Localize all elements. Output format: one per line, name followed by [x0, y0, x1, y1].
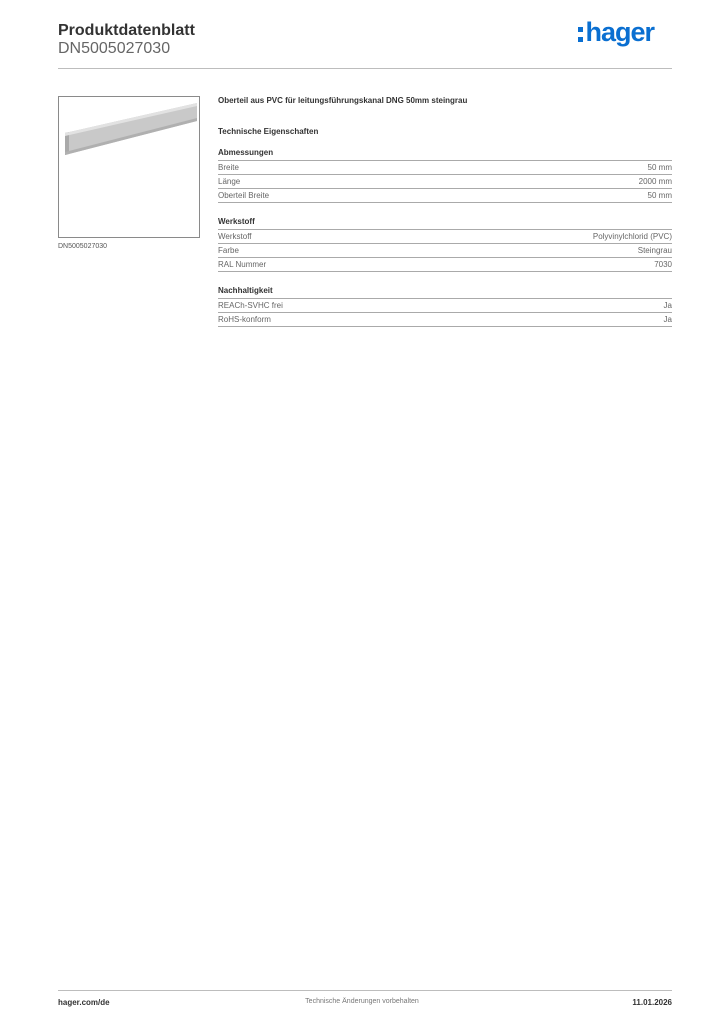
spec-label: Länge [218, 177, 241, 186]
section-heading-nachhaltigkeit: Nachhaltigkeit [218, 286, 672, 299]
product-title: Oberteil aus PVC für leitungsführungskanal DNG 50mm steingrau [218, 96, 468, 105]
spec-value: Ja [663, 315, 672, 324]
tech-heading: Technische Eigenschaften [218, 127, 319, 136]
section-heading-werkstoff: Werkstoff [218, 217, 672, 230]
section-heading-abmessungen: Abmessungen [218, 148, 672, 161]
footer-date: 11.01.2026 [632, 998, 672, 1007]
spec-value: 50 mm [647, 191, 672, 200]
spec-value: 7030 [654, 260, 672, 269]
spec-label: Farbe [218, 246, 239, 255]
spec-row [218, 244, 672, 258]
spec-label: RoHS-konform [218, 315, 271, 324]
spec-row [218, 175, 672, 189]
hager-logo [578, 16, 654, 48]
spec-label: Breite [218, 163, 239, 172]
footer-note: Technische Änderungen vorbehalten [305, 998, 419, 1005]
header-divider [58, 68, 672, 69]
spec-row [218, 189, 672, 203]
spec-row [218, 161, 672, 175]
page-title: Produktdatenblatt [58, 22, 195, 39]
spec-row [218, 313, 672, 327]
spec-content [218, 96, 672, 327]
product-code: DN5005027030 [58, 40, 171, 57]
spec-label: RAL Nummer [218, 260, 267, 269]
footer-website-link[interactable]: hager.com/de [58, 998, 110, 1007]
spec-value: Ja [663, 301, 672, 310]
logo-dots-icon [578, 27, 583, 42]
spec-value: 50 mm [647, 163, 672, 172]
product-image [58, 96, 200, 238]
spec-row [218, 230, 672, 244]
image-caption: DN5005027030 [58, 243, 108, 250]
spec-label: Werkstoff [218, 232, 252, 241]
spec-label: REACh-SVHC frei [218, 301, 283, 310]
spec-row [218, 299, 672, 313]
footer-divider [58, 990, 672, 991]
spec-value: Steingrau [637, 246, 672, 255]
spec-value: Polyvinylchlorid (PVC) [592, 232, 672, 241]
spec-row [218, 258, 672, 272]
brand-name: hager [585, 17, 654, 47]
spec-value: 2000 mm [638, 177, 672, 186]
spec-label: Oberteil Breite [218, 191, 270, 200]
cable-duct-cover-icon [59, 97, 199, 237]
